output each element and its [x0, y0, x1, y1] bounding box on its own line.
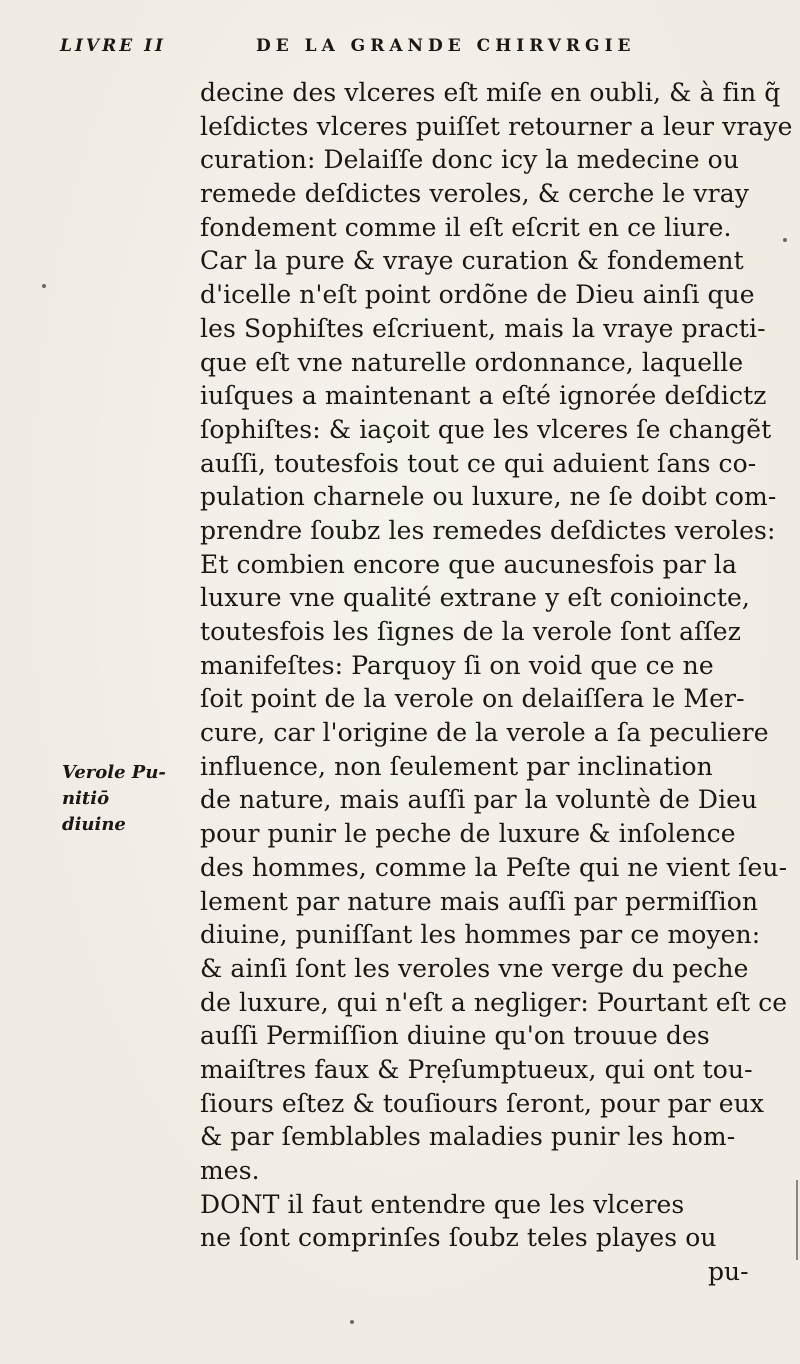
text-line: pour punir le peche de luxure & inſolence	[200, 819, 736, 849]
text-line: mes.	[200, 1156, 260, 1185]
text-line: diuine, puniſſant les hommes par ce moyen:	[200, 920, 761, 950]
text-line: de luxure, qui n'eſt a negliger: Pourtant eſt ce	[200, 987, 788, 1017]
page-edge-mark	[796, 1180, 798, 1260]
text-line: manifeſtes: Parquoy ſi on void que ce ne	[200, 650, 714, 680]
text-line: auſſi, toutesfois tout ce qui aduient ſans co-	[200, 448, 757, 478]
ink-speck	[783, 238, 787, 242]
running-head-book: LIVRE II	[60, 36, 167, 56]
text-line: d'icelle n'eſt point ordõne de Dieu ainſi que	[200, 280, 755, 310]
ink-speck	[350, 1320, 354, 1324]
text-line: de nature, mais auſſi par la voluntè de Dieu	[200, 785, 758, 815]
text-line: des hommes, comme la Peſte qui ne vient ſeu-	[200, 852, 788, 882]
catchword: pu-	[708, 1257, 749, 1287]
text-line: influence, non ſeulement par inclination	[200, 751, 713, 781]
text-line: leſdictes vlceres puiſſet retourner a leur vraye	[200, 111, 793, 141]
text-line: ſoit point de la verole on delaiſſera le Mer-	[200, 684, 745, 714]
text-line: remede deſdictes veroles, & cerche le vray	[200, 179, 749, 209]
text-line: ſophiſtes: & iaçoit que les vlceres ſe changẽt	[200, 414, 772, 444]
text-line: curation: Delaiſſe donc icy la medecine ou	[200, 145, 740, 175]
text-line: ſiours eſtez & touſiours ſeront, pour par eux	[200, 1088, 765, 1118]
text-line: les Sophiſtes eſcriuent, mais la vraye practi-	[200, 313, 766, 343]
text-line: prendre ſoubz les remedes deſdictes veroles:	[200, 515, 776, 545]
text-line: lement par nature mais auſſi par permiſſion	[200, 886, 759, 916]
body-text	[200, 76, 793, 1289]
margin-note-line-2: nitiō diuine	[62, 788, 126, 835]
text-line: decine des vlceres eſt miſe en oubli, & à fin q̃	[200, 78, 781, 107]
running-head-title: DE LA GRANDE CHIRVRGIE	[256, 36, 636, 56]
running-head	[60, 36, 760, 66]
text-line: fondement comme il eſt eſcrit en ce liure.	[200, 212, 732, 242]
text-line: toutesfois les ſignes de la verole ſont aſſez	[200, 617, 741, 646]
text-line: pulation charnele ou luxure, ne ſe doibt com-	[200, 482, 777, 512]
text-line: iuſques a maintenant a eſté ignorée deſdictz	[200, 381, 767, 411]
text-line: que eſt vne naturelle ordonnance, laquelle	[200, 347, 744, 377]
text-line: maiſtres faux & Prẹſumptueux, qui ont tou-	[200, 1054, 753, 1084]
text-line: DONT il faut entendre que les vlceres	[200, 1189, 685, 1219]
text-line: Car la pure & vraye curation & fondement	[200, 246, 744, 276]
text-line: & par ſemblables maladies punir les hom-	[200, 1122, 736, 1152]
text-line: cure, car l'origine de la verole a ſa peculiere	[200, 718, 769, 748]
margin-note	[62, 760, 172, 838]
text-line: & ainſi ſont les veroles vne verge du peche	[200, 953, 749, 983]
text-line: auſſi Permiſſion diuine qu'on trouue des	[200, 1021, 710, 1051]
margin-note-line-1: Verole Pu-	[62, 762, 166, 783]
text-line: ne ſont comprinſes ſoubz teles playes ou	[200, 1223, 717, 1253]
text-line: luxure vne qualité extrane y eſt conioincte,	[200, 583, 750, 613]
text-line: Et combien encore que aucunesfois par la	[200, 549, 737, 579]
ink-speck	[42, 284, 46, 288]
